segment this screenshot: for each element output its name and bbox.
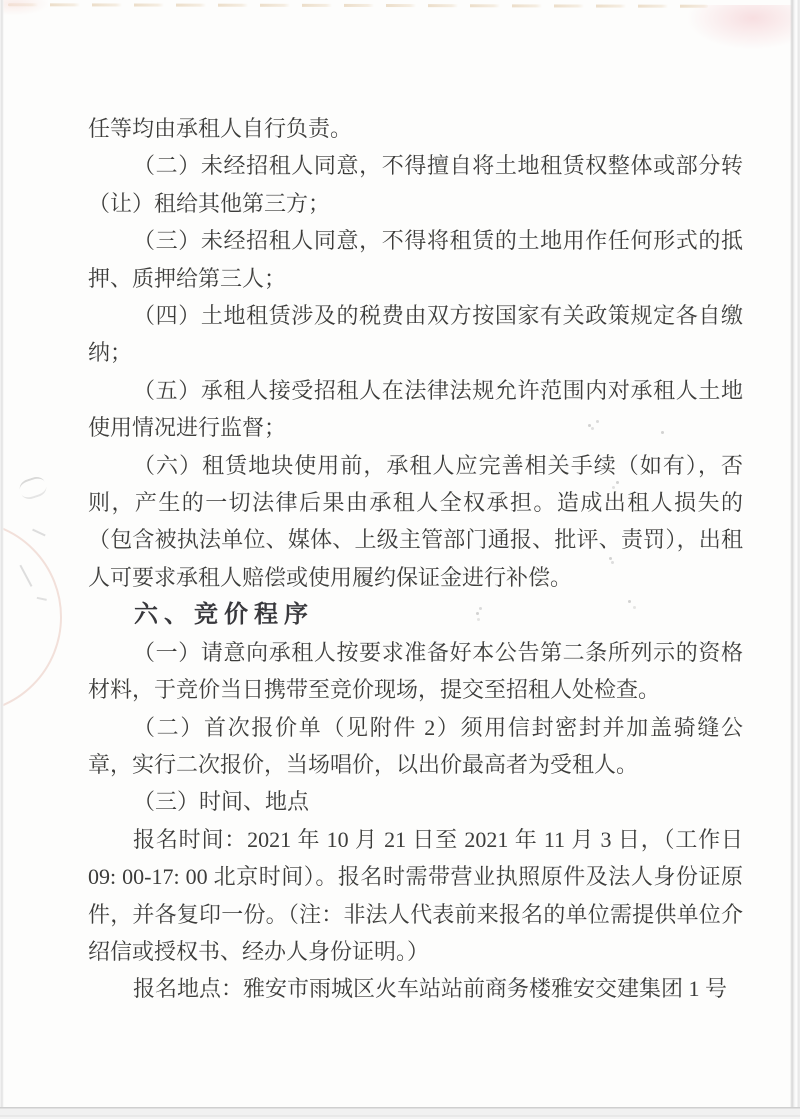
document-body — [88, 110, 743, 1008]
section-heading-bidding-procedure: 六、竞价程序 — [134, 601, 314, 629]
paragraph-procedure-1: （一）请意向承租人按要求准备好本公告第二条所列示的资格材料，于竞价当日携带至竞价现场，提交至招租人处检查。 — [88, 639, 743, 703]
scan-artifact-smudge — [32, 520, 50, 537]
paragraph-clause-3: （三）未经招租人同意，不得将租赁的土地用作任何形式的抵押、质押给第三人； — [88, 228, 743, 291]
paragraph-clause-5: （五）承租人接受招租人在法律法规允许范围内对承租人土地使用情况进行监督； — [88, 377, 743, 441]
page-left-edge — [0, 0, 4, 1119]
scan-artifact-smudge — [18, 474, 49, 501]
paragraph-procedure-2: （二）首次报价单（见附件 2）须用信封密封并加盖骑缝公章，实行二次报价，当场唱价，以出价最高者为受租人。 — [88, 714, 743, 777]
paragraph-procedure-3-time-place: （三）时间、地点 — [133, 789, 310, 815]
scan-artifact-smudge — [37, 585, 50, 601]
page-right-edge — [790, 0, 800, 1119]
scan-artifact-stamp-bleed-arc — [0, 520, 62, 714]
paragraph-clause-6: （六）租赁地块使用前，承租人应完善相关手续（如有），否则，产生的一切法律后果由承租人全权承担。造成出租人损失的（包含被执法单位、媒体、上级主管部门通报、批评、责罚），出租人可要求承租人赔偿或使用履约保证金进行补偿。 — [88, 452, 743, 590]
paragraph-clause-2: （二）未经招租人同意，不得擅自将土地租赁权整体或部分转（让）租给其他第三方； — [88, 153, 743, 216]
paragraph-clause-4: （四）土地租赁涉及的税费由双方按国家有关政策规定各自缴纳； — [88, 303, 743, 366]
scan-artifact-paper-top-edge — [8, 3, 708, 7]
scan-artifact-pink-corner — [0, 0, 48, 15]
paragraph-continuation: 任等均由承租人自行负责。 — [88, 116, 353, 141]
paragraph-registration-time: 报名时间：2021 年 10 月 21 日至 2021 年 11 月 3 日，（工作日 09: 00-17: 00 北京时间）。报名时需带营业执照原件及法人身份证原件，并各复印一份。（注：非法人代表前来报名的单位需提供单位介绍信或授权书、经办人身份证明。） — [88, 826, 743, 964]
scan-artifact-smudge — [19, 557, 46, 587]
scan-artifact-pink-blotch — [688, 5, 796, 49]
paragraph-registration-place: 报名地点：雅安市雨城区火车站站前商务楼雅安交建集团 1 号 — [133, 976, 728, 1002]
page-bottom-edge — [0, 1107, 800, 1119]
